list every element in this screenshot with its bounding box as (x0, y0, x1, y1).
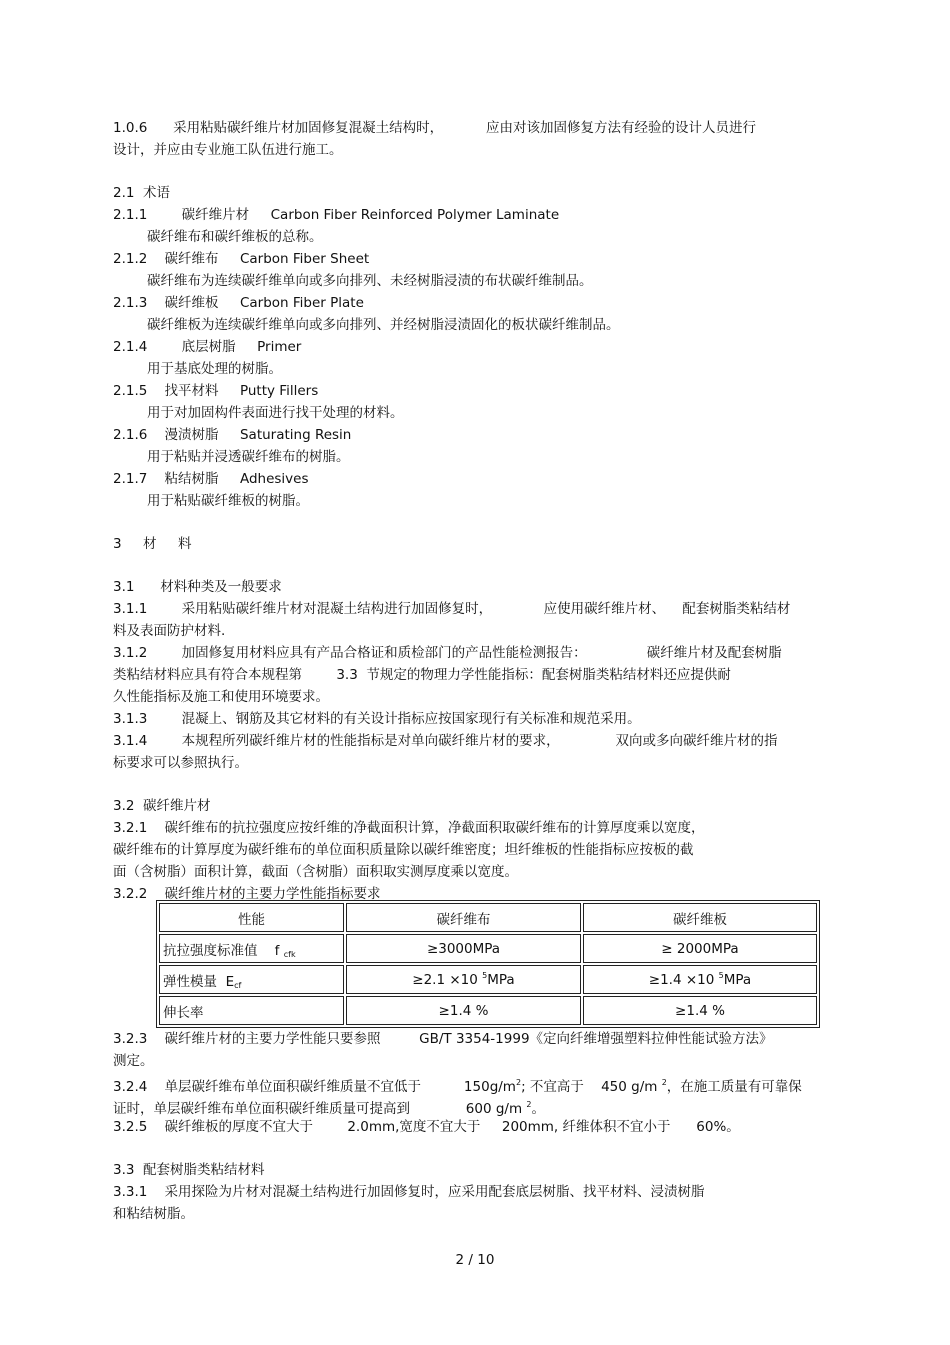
term-2-1-1-def: 碳纤维布和碳纤维板的总称。 (147, 229, 323, 245)
value-part: ≥2.1 ×10 (412, 972, 483, 988)
text-part: ; 不宜高于 450 g/m (521, 1079, 662, 1095)
para-3-2-3-cont: 测定。 (113, 1053, 154, 1069)
para-1-0-6: 1.0.6 采用粘贴碳纤维片材加固修复混凝土结构时， 应由对该加固修复方法有经验的设计人员进行 (113, 120, 757, 136)
section-heading-2-1: 2.1 术语 (113, 185, 171, 201)
para-3-2-1-cont2: 面（含树脂）面积计算，截面（含树脂）面积取实测厚度乘以宽度。 (113, 864, 518, 880)
table-header-cell: 碳纤维板 (583, 903, 817, 932)
para-3-2-3: 3.2.3 碳纤维片材的主要力学性能只要参照 GB/T 3354-1999《定向纤维增强塑料拉伸性能试验方法》 (113, 1031, 773, 1047)
symbol-subscript: cfk (283, 949, 296, 959)
table-cell: ≥1.4 % (346, 996, 581, 1025)
section-heading-3-2: 3.2 碳纤维片材 (113, 798, 211, 814)
table-cell-label (159, 965, 344, 994)
row-label: 抗拉强度标准值 (163, 942, 258, 959)
term-2-1-7: 2.1.7 粘结树脂 Adhesives (113, 471, 309, 487)
para-3-2-2: 3.2.2 碳纤维片材的主要力学性能指标要求 (113, 886, 381, 902)
superscript: 2 (526, 1100, 532, 1109)
table-cell: ≥1.4 % (583, 996, 817, 1025)
para-3-2-5: 3.2.5 碳纤维板的厚度不宜大于 2.0mm,宽度不宜大于 200mm, 纤维体积不宜小于 60%。 (113, 1119, 740, 1135)
symbol-subscript: cf (234, 980, 242, 990)
text-part: 。 (531, 1101, 545, 1117)
para-3-2-1-cont: 碳纤维布的计算厚度为碳纤维布的单位面积质量除以碳纤维密度；坦纤维板的性能指标应按板的截 (113, 842, 694, 858)
para-3-1-2-cont2: 久性能指标及施工和使用环境要求。 (113, 689, 329, 705)
section-heading-3-3: 3.3 配套树脂类粘结材料 (113, 1162, 265, 1178)
exponent: 5 (482, 971, 488, 980)
para-3-1-2: 3.1.2 加固修复用材料应具有产品合格证和质检部门的产品性能检测报告： 碳纤维片材及配套树脂 (113, 645, 782, 661)
section-heading-3-1: 3.1 材料种类及一般要求 (113, 579, 282, 595)
table-header-row (159, 903, 817, 932)
term-2-1-1: 2.1.1 碳纤维片材 Carbon Fiber Reinforced Polymer Laminate (113, 207, 560, 223)
para-1-0-6-cont: 设计，并应由专业施工队伍进行施工。 (113, 142, 343, 158)
value-part: ≥1.4 ×10 (648, 972, 719, 988)
unit: MPa (487, 972, 515, 988)
para-3-2-4 (113, 1074, 802, 1096)
term-2-1-5: 2.1.5 找平材料 Putty Fillers (113, 383, 319, 399)
para-3-1-4: 3.1.4 本规程所列碳纤维片材的性能指标是对单向碳纤维片材的要求， 双向或多向碳纤维片材的指 (113, 733, 778, 749)
table-row (159, 934, 817, 963)
row-label: 弹性模量 (163, 973, 217, 990)
para-3-3-1-cont: 和粘结树脂。 (113, 1206, 194, 1222)
para-3-3-1: 3.3.1 采用探险为片材对混凝土结构进行加固修复时，应采用配套底层树脂、找平材料、浸渍树脂 (113, 1184, 705, 1200)
para-3-1-1: 3.1.1 采用粘贴碳纤维片材对混凝土结构进行加固修复时， 应使用碳纤维片材、 配套树脂类粘结材 (113, 601, 791, 617)
exponent: 5 (718, 971, 724, 980)
properties-table (156, 900, 820, 1028)
page-number: 2 / 10 (455, 1252, 495, 1268)
table-cell (583, 965, 817, 994)
symbol: E (225, 973, 235, 990)
para-3-1-3: 3.1.3 混凝上、钢筋及其它材料的有关设计指标应按国家现行有关标准和规范采用。 (113, 711, 641, 727)
term-2-1-6-def: 用于粘贴并浸透碳纤维布的树脂。 (147, 449, 350, 465)
table-cell: ≥3000MPa (346, 934, 581, 963)
para-3-1-1-cont: 料及表面防护材料. (113, 623, 226, 639)
para-3-2-4-cont (113, 1096, 545, 1118)
term-2-1-4: 2.1.4 底层树脂 Primer (113, 339, 302, 355)
term-2-1-3-def: 碳纤维板为连续碳纤维单向或多向排列、并经树脂浸渍固化的板状碳纤维制品。 (147, 317, 620, 333)
unit: MPa (723, 972, 752, 988)
term-2-1-3: 2.1.3 碳纤维板 Carbon Fiber Plate (113, 295, 364, 311)
table-cell (346, 965, 581, 994)
term-2-1-5-def: 用于对加固构件表面进行找干处理的材料。 (147, 405, 404, 421)
table-cell-label (159, 934, 344, 963)
table-cell-label: 伸长率 (159, 996, 344, 1025)
term-2-1-6: 2.1.6 漫渍树脂 Saturating Resin (113, 427, 352, 443)
text-part: ，在施工质量有可靠保 (666, 1079, 802, 1095)
table-header-cell: 碳纤维布 (346, 903, 581, 932)
symbol: f (274, 942, 280, 959)
term-2-1-2: 2.1.2 碳纤维布 Carbon Fiber Sheet (113, 251, 370, 267)
para-3-1-4-cont: 标要求可以参照执行。 (113, 755, 248, 771)
table-row (159, 996, 817, 1025)
table-row (159, 965, 817, 994)
para-3-1-2-cont: 类粘结材料应具有符合本规程第 3.3 节规定的物理力学性能指标：配套树脂类粘结材料还应提供耐 (113, 667, 731, 683)
term-2-1-4-def: 用于基底处理的树脂。 (147, 361, 282, 377)
text-part: 3.2.4 单层碳纤维布单位面积碳纤维质量不宜低于 150g/m (113, 1079, 516, 1095)
table-cell: ≥ 2000MPa (583, 934, 817, 963)
para-3-2-1: 3.2.1 碳纤维布的抗拉强度应按纤维的净截面积计算，净截面积取碳纤维布的计算厚度乘以宽度， (113, 820, 705, 836)
chapter-heading-3: 3 材 料 (113, 536, 192, 552)
term-2-1-2-def: 碳纤维布为连续碳纤维单向或多向排列、未经树脂浸渍的布状碳纤维制品。 (147, 273, 593, 289)
text-part: 证时，单层碳纤维布单位面积碳纤维质量可提高到 600 g/m (113, 1101, 527, 1117)
table-header-cell: 性能 (159, 903, 344, 932)
term-2-1-7-def: 用于粘贴碳纤维板的树脂。 (147, 493, 309, 509)
superscript: 2 (515, 1078, 522, 1087)
superscript: 2 (661, 1078, 667, 1087)
